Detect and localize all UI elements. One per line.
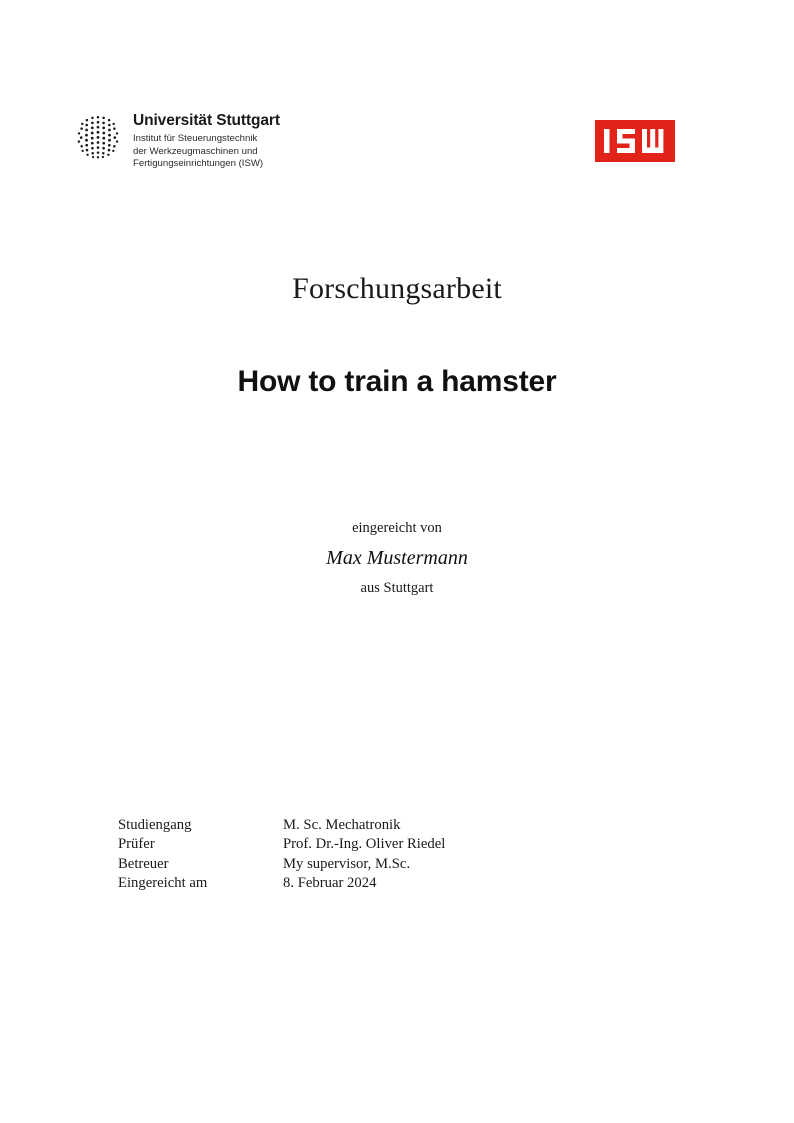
table-row xyxy=(118,816,678,835)
university-name: Universität Stuttgart xyxy=(133,112,280,129)
meta-key: Eingereicht am xyxy=(118,875,208,892)
metadata-table xyxy=(118,816,678,894)
institute-line-3: Fertigungseinrichtungen (ISW) xyxy=(133,158,264,170)
document-type: Forschungsarbeit xyxy=(292,272,502,305)
table-row xyxy=(118,835,678,854)
title-page-header xyxy=(0,112,794,212)
meta-key: Prüfer xyxy=(118,836,155,853)
table-row xyxy=(118,874,678,893)
meta-key: Betreuer xyxy=(118,855,169,872)
author-origin: aus Stuttgart xyxy=(360,580,434,596)
meta-value: My supervisor, M.Sc. xyxy=(283,855,411,872)
meta-value: Prof. Dr.-Ing. Oliver Riedel xyxy=(283,836,446,853)
institute-line-1: Institut für Steuerungstechnik xyxy=(133,133,258,145)
meta-value: 8. Februar 2024 xyxy=(283,875,377,892)
author-name: Max Mustermann xyxy=(326,547,468,569)
university-text-block xyxy=(133,112,280,171)
meta-value: M. Sc. Mechatronik xyxy=(283,817,401,833)
isw-wordmark-icon xyxy=(595,120,675,162)
submitted-by-label: eingereicht von xyxy=(352,520,442,536)
institute-line-2: der Werkzeugmaschinen und xyxy=(133,145,258,157)
dotted-circle-logo-icon xyxy=(75,114,121,160)
table-row xyxy=(118,855,678,874)
page-title: How to train a hamster xyxy=(237,365,557,398)
university-logo-block xyxy=(75,112,280,171)
meta-key: Studiengang xyxy=(118,817,192,833)
